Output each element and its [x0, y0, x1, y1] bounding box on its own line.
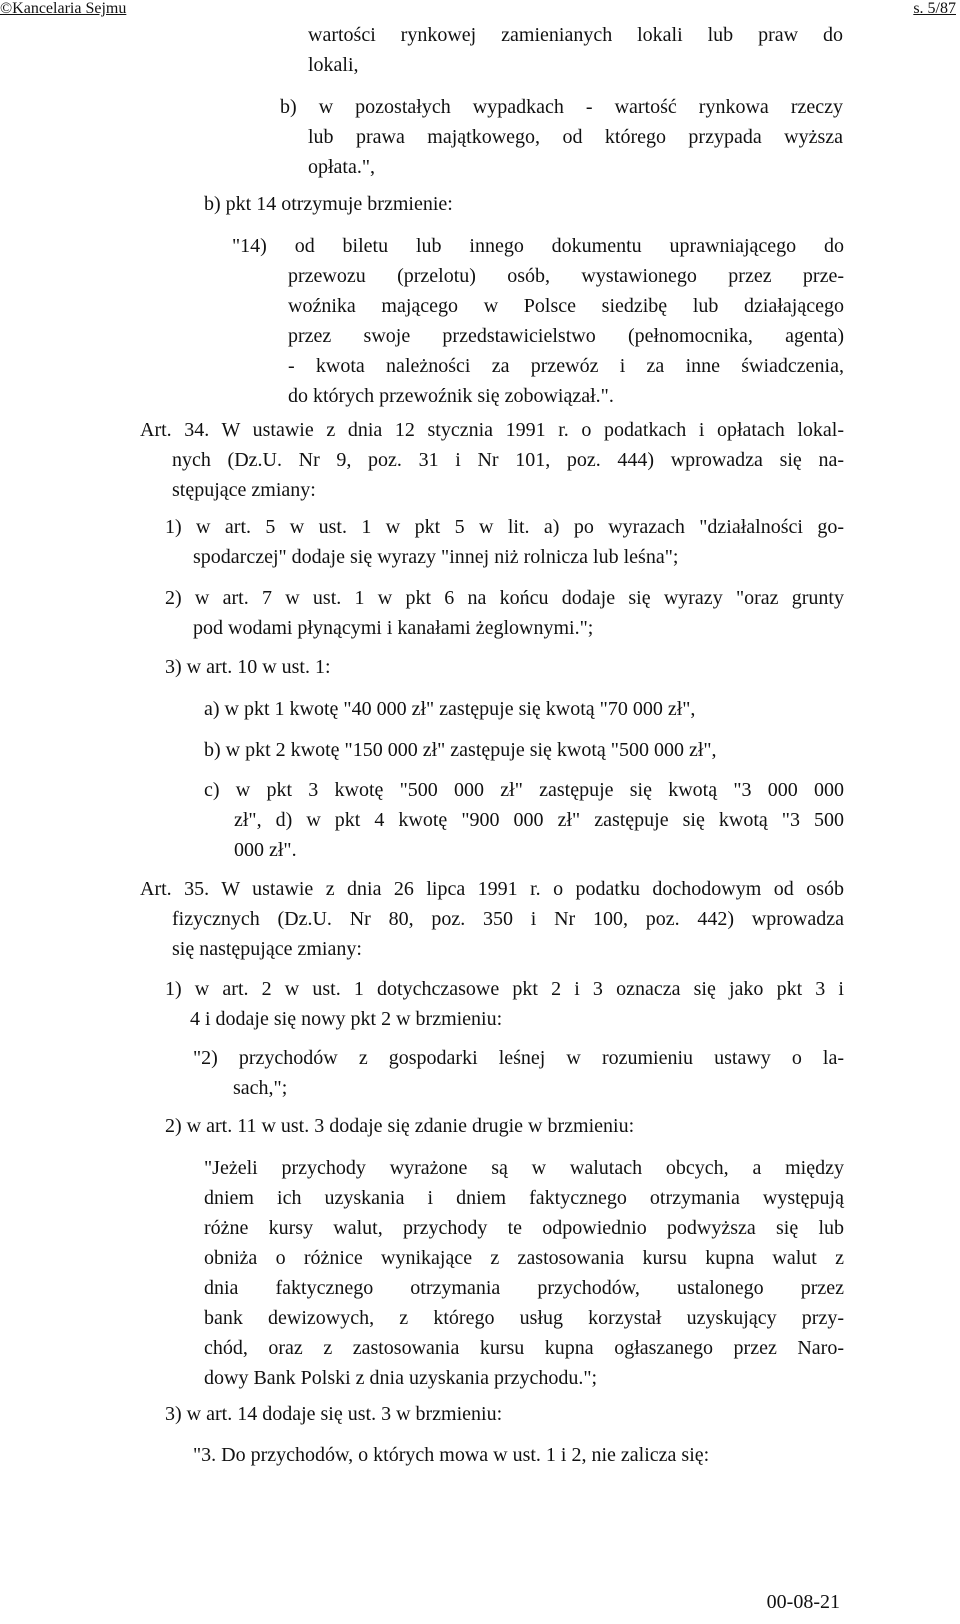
text-line: lub prawa majątkowego, od którego przypada wyższa — [308, 126, 843, 148]
text-line: Art. 34. W ustawie z dnia 12 stycznia 1991 r. o podatkach i opłatach lokal- — [140, 419, 844, 441]
footer-date-code: 00-08-21 — [766, 1591, 840, 1613]
text-line: b) pkt 14 otrzymuje brzmienie: — [204, 193, 453, 215]
article-35 — [140, 874, 844, 964]
text-line: do których przewoźnik się zobowiązał.". — [288, 385, 614, 407]
article-34-point-3-b — [204, 735, 844, 765]
text-line: 4 i dodaje się nowy pkt 2 w brzmieniu: — [190, 1008, 503, 1030]
text-line: 3) w art. 10 w ust. 1: — [165, 656, 331, 678]
text-line: bank dewizowych, z którego usług korzystał uzyskujący przy- — [204, 1307, 844, 1329]
article-35-point-2 — [165, 1111, 844, 1141]
text-line: Art. 35. W ustawie z dnia 26 lipca 1991 r. o podatku dochodowym od osób — [140, 878, 844, 900]
text-line: woźnika mającego w Polsce siedzibę lub działającego — [288, 295, 844, 317]
text-line: sach,"; — [233, 1077, 288, 1099]
article-35-point-3-quote — [193, 1440, 844, 1470]
text-line: wartości rynkowej zamienianych lokali lub praw do — [308, 24, 843, 46]
article-34-point-3 — [165, 652, 844, 682]
article-34-point-3-c — [204, 775, 844, 865]
copyright-text: ©Kancelaria Sejmu — [0, 0, 127, 17]
article-35-point-1-quote — [193, 1043, 844, 1103]
text-line: chód, oraz z zastosowania kursu kupna ogłaszanego przez Naro- — [204, 1337, 844, 1359]
article-34-point-3-a — [204, 694, 844, 724]
article-35-point-2-quote — [204, 1153, 844, 1393]
text-line: 1) w art. 5 w ust. 1 w pkt 5 w lit. a) po wyrazach "działalności go- — [165, 516, 844, 538]
text-line: "2) przychodów z gospodarki leśnej w rozumieniu ustawy o la- — [193, 1047, 844, 1069]
text-line: stępujące zmiany: — [172, 479, 316, 501]
text-line: b) w pozostałych wypadkach - wartość rynkowa rzeczy — [280, 96, 843, 118]
copyright-header — [0, 0, 126, 18]
point-b — [280, 92, 843, 182]
quoted-pkt14 — [232, 231, 844, 411]
article-34-point-2 — [165, 583, 844, 643]
text-line: 3) w art. 14 dodaje się ust. 3 w brzmieniu: — [165, 1403, 503, 1425]
text-line: nych (Dz.U. Nr 9, poz. 31 i Nr 101, poz. 444) wprowadza się na- — [172, 449, 844, 471]
text-line: "14) od biletu lub innego dokumentu uprawniającego do — [232, 235, 844, 257]
article-34 — [140, 415, 844, 505]
text-line: przez swoje przedstawicielstwo (pełnomocnika, agenta) — [288, 325, 844, 347]
text-line: "Jeżeli przychody wyrażone są w walutach obcych, a między — [204, 1157, 844, 1179]
point-b-pkt14 — [204, 189, 844, 219]
text-line: - kwota należności za przewóz i za inne świadczenia, — [288, 355, 844, 377]
text-line: 2) w art. 11 w ust. 3 dodaje się zdanie drugie w brzmieniu: — [165, 1115, 635, 1137]
text-line: dnia faktycznego otrzymania przychodów, ustalonego przez — [204, 1277, 844, 1299]
text-line: lokali, — [308, 54, 359, 76]
page-number: s. 5/87 — [913, 0, 956, 17]
text-line: 1) w art. 2 w ust. 1 dotychczasowe pkt 2 i 3 oznacza się jako pkt 3 i — [165, 978, 844, 1000]
text-line: fizycznych (Dz.U. Nr 80, poz. 350 i Nr 100, poz. 442) wprowadza — [172, 908, 844, 930]
text-line: się następujące zmiany: — [172, 938, 362, 960]
text-line: dowy Bank Polski z dnia uzyskania przychodu."; — [204, 1367, 598, 1389]
text-line: pod wodami płynącymi i kanałami żeglownymi."; — [193, 617, 594, 639]
page-number-header — [913, 0, 956, 18]
text-line: 2) w art. 7 w ust. 1 w pkt 6 na końcu dodaje się wyrazy "oraz grunty — [165, 587, 844, 609]
article-35-point-3 — [165, 1399, 844, 1429]
text-line: a) w pkt 1 kwotę "40 000 zł" zastępuje się kwotą "70 000 zł", — [204, 698, 696, 720]
text-line: różne kursy walut, przychody te odpowiednio podwyższa się lub — [204, 1217, 844, 1239]
text-line: zł", d) w pkt 4 kwotę "900 000 zł" zastępuje się kwotą "3 500 — [234, 809, 844, 831]
text-line: dniem ich uzyskania i dniem faktycznego otrzymania występują — [204, 1187, 844, 1209]
text-line: opłata.", — [308, 156, 376, 178]
article-34-point-1 — [165, 512, 844, 572]
paragraph-continuation — [308, 20, 843, 80]
text-line: spodarczej" dodaje się wyrazy "innej niż rolnicza lub leśna"; — [193, 546, 679, 568]
text-line: przewozu (przelotu) osób, wystawionego przez prze- — [288, 265, 844, 287]
text-line: b) w pkt 2 kwotę "150 000 zł" zastępuje się kwotą "500 000 zł", — [204, 739, 717, 761]
text-line: c) w pkt 3 kwotę "500 000 zł" zastępuje się kwotą "3 000 000 — [204, 779, 844, 801]
article-35-point-1 — [165, 974, 844, 1034]
text-line: "3. Do przychodów, o których mowa w ust. 1 i 2, nie zalicza się: — [193, 1444, 710, 1466]
text-line: 000 zł". — [234, 839, 297, 861]
text-line: obniża o różnice wynikające z zastosowania kursu kupna walut z — [204, 1247, 844, 1269]
